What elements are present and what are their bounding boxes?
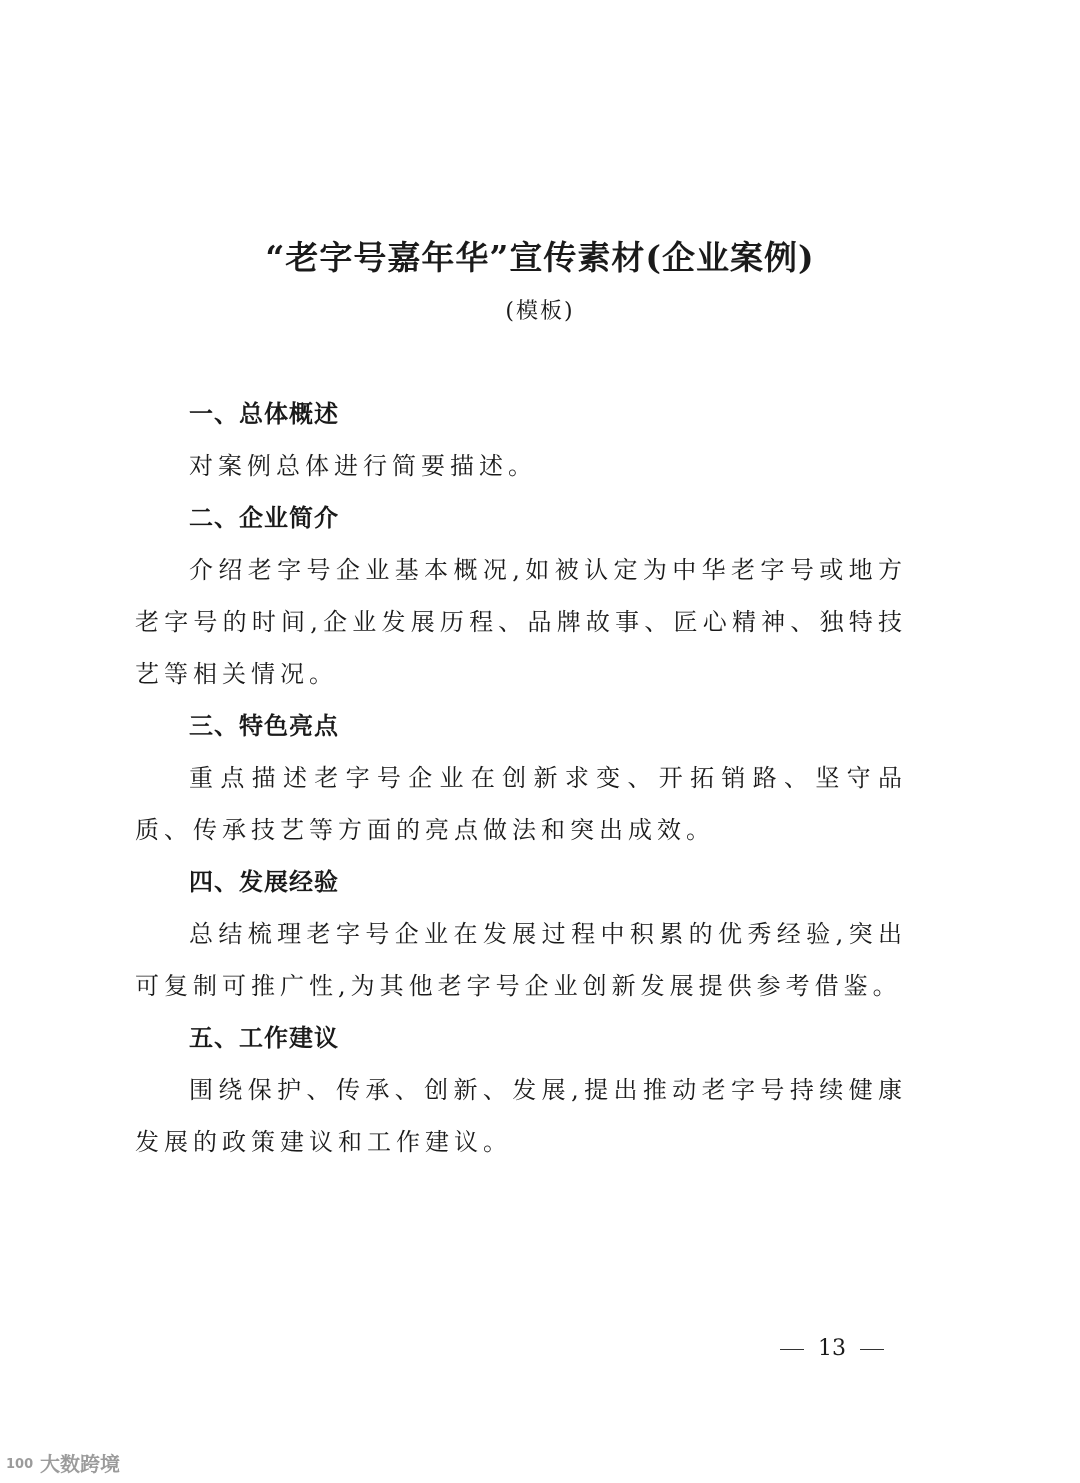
section-highlights bbox=[135, 700, 907, 856]
section-heading: 五、工作建议 bbox=[189, 1024, 339, 1052]
section-paragraph: 围绕保护、传承、创新、发展,提出推动老字号持续健康发展的政策建议和工作建议。 bbox=[135, 1076, 907, 1156]
section-heading: 四、发展经验 bbox=[189, 868, 339, 896]
section-overview bbox=[135, 388, 907, 492]
section-heading: 一、总体概述 bbox=[189, 400, 339, 428]
page-number bbox=[780, 1333, 900, 1365]
watermark-logo-text: 100 bbox=[6, 1456, 34, 1472]
section-paragraph: 重点描述老字号企业在创新求变、开拓销路、坚守品质、传承技艺等方面的亮点做法和突出成效。 bbox=[135, 764, 907, 844]
section-company-intro bbox=[135, 492, 907, 700]
document-body bbox=[135, 388, 907, 1168]
watermark bbox=[6, 1448, 120, 1477]
section-paragraph: 介绍老字号企业基本概况,如被认定为中华老字号或地方老字号的时间,企业发展历程、品牌故事、匠心精神、独特技艺等相关情况。 bbox=[135, 556, 907, 688]
section-heading: 二、企业简介 bbox=[189, 504, 339, 532]
section-experience bbox=[135, 856, 907, 1012]
section-paragraph: 总结梳理老字号企业在发展过程中积累的优秀经验,突出可复制可推广性,为其他老字号企业创新发展提供参考借鉴。 bbox=[135, 920, 907, 1000]
page-number-dash-right bbox=[860, 1349, 884, 1350]
page-number-value: 13 bbox=[818, 1336, 846, 1361]
page-number-dash-left bbox=[780, 1349, 804, 1350]
document-title: “老字号嘉年华”宣传素材(企业案例) bbox=[265, 238, 815, 277]
watermark-logo-icon bbox=[6, 1451, 36, 1475]
section-paragraph: 对案例总体进行简要描述。 bbox=[189, 452, 537, 480]
watermark-text: 大数跨境 bbox=[40, 1452, 120, 1476]
document-subtitle: (模板) bbox=[505, 299, 575, 324]
section-suggestions bbox=[135, 1012, 907, 1168]
section-heading: 三、特色亮点 bbox=[189, 712, 339, 740]
